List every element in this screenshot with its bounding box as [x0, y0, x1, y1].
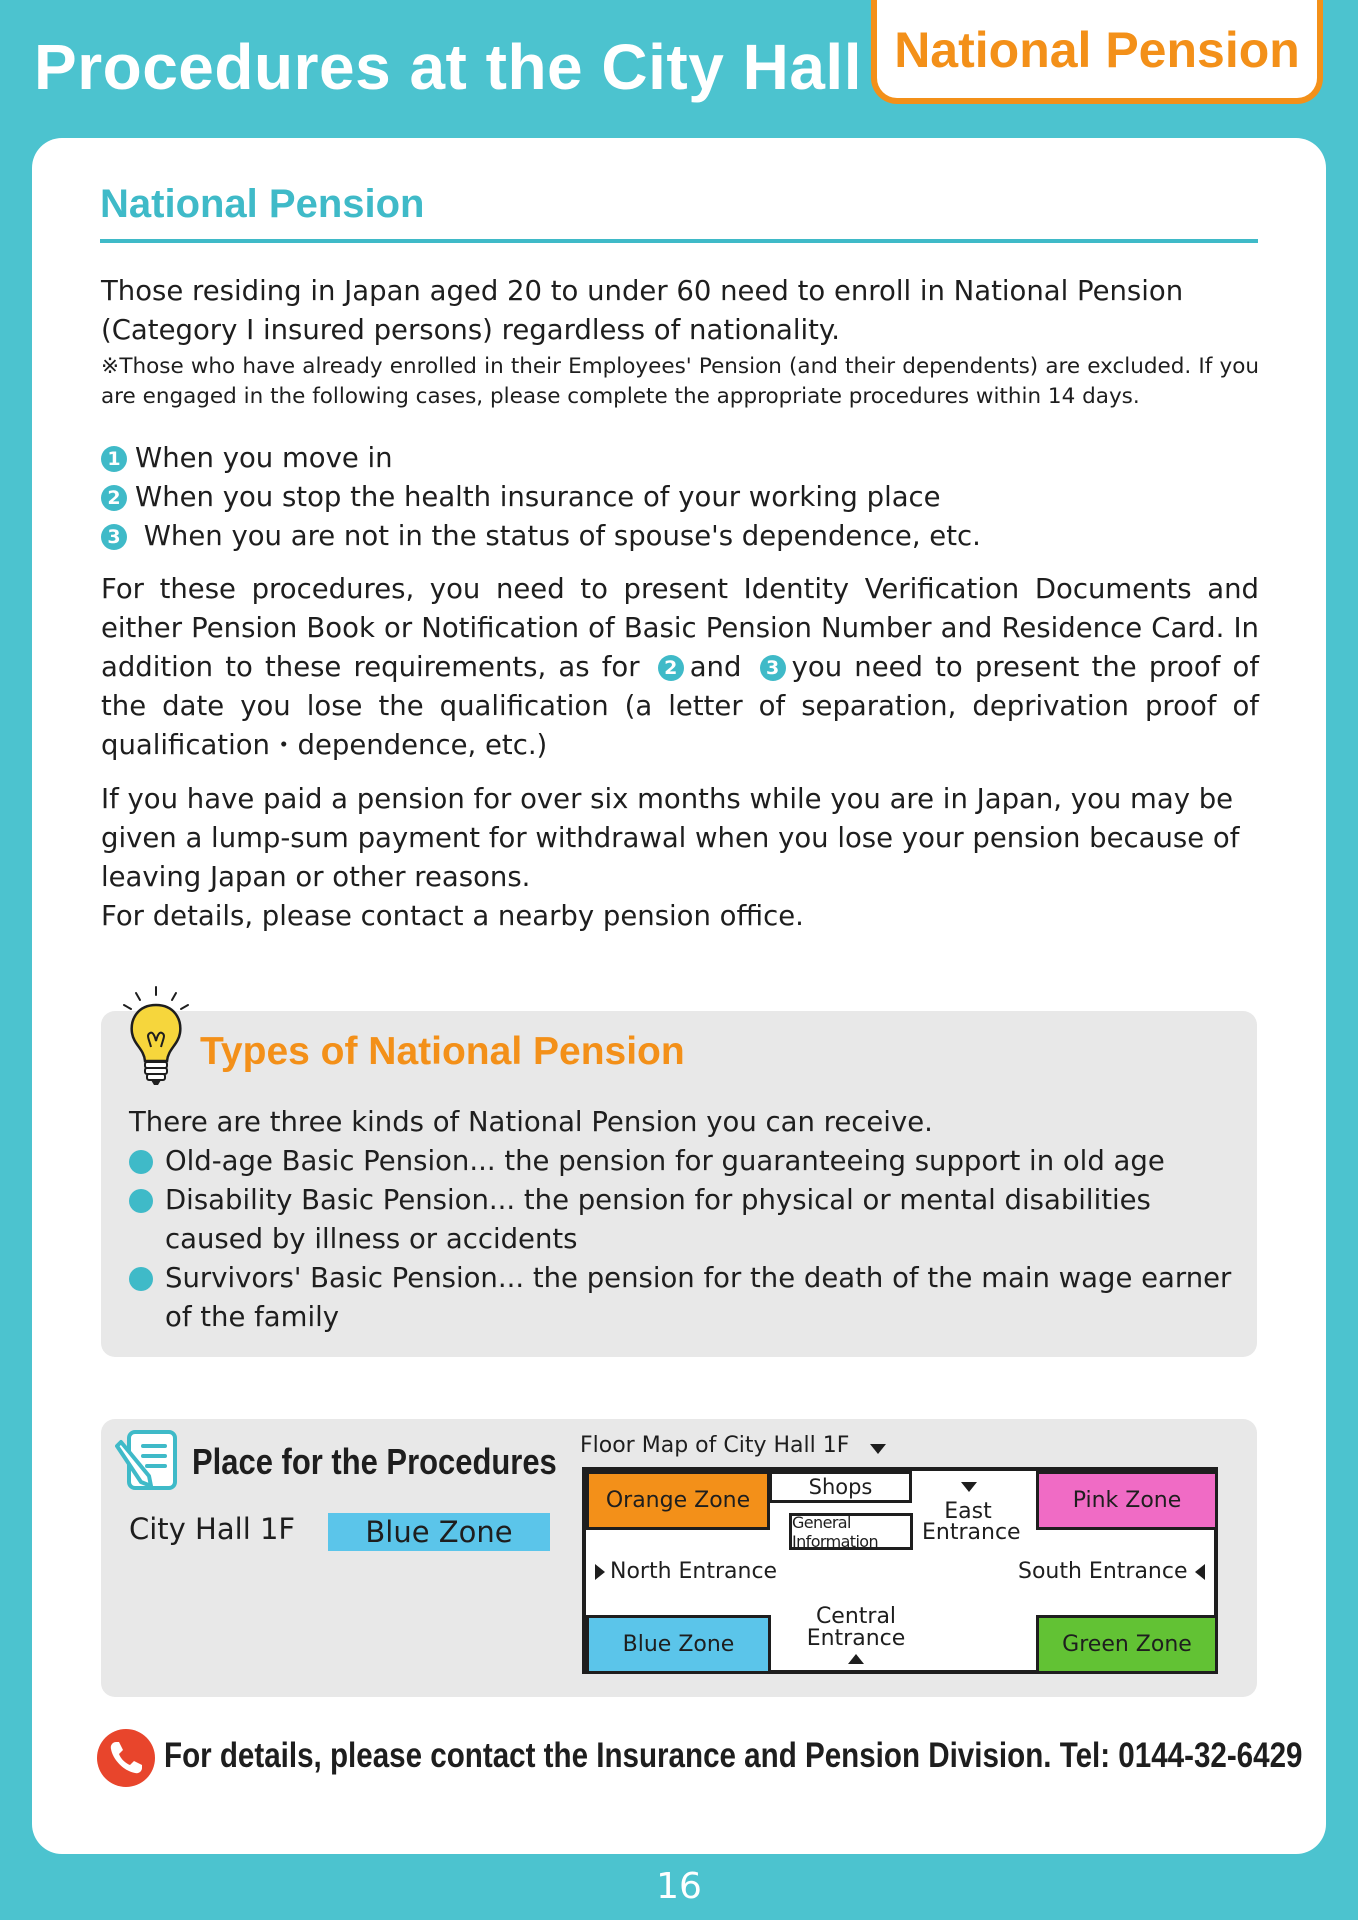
intro-line-1: Those residing in Japan aged 20 to under 60 need to enroll in National Pension — [101, 275, 1184, 307]
case-item — [101, 517, 1259, 556]
case-item — [101, 439, 1259, 478]
requirements-and: and — [689, 651, 742, 683]
details-line: For details, please contact a nearby pension office. — [101, 900, 804, 932]
intro-line-2: (Category I insured persons) regardless of nationality. — [101, 314, 841, 346]
lightbulb-icon — [118, 985, 194, 1089]
map-green-zone: Green Zone — [1036, 1615, 1218, 1674]
map-orange-zone: Orange Zone — [586, 1471, 770, 1530]
form-pencil-icon — [113, 1428, 181, 1494]
requirements-paragraph — [101, 570, 1259, 765]
case-text: When you move in — [135, 442, 393, 474]
list-item — [129, 1259, 1239, 1337]
place-heading: Place for the Procedures — [192, 1441, 557, 1482]
list-item-text: Old-age Basic Pension... the pension for guaranteeing support in old age — [165, 1145, 1165, 1177]
map-caption: Floor Map of City Hall 1F — [580, 1433, 850, 1458]
map-north-entrance: North Entrance — [610, 1559, 778, 1584]
place-floor: City Hall 1F — [129, 1512, 296, 1546]
map-shops: Shops — [769, 1471, 912, 1503]
exclusion-note: ※Those who have already enrolled in their Employees' Pension (and their dependents) are excluded. If you are engaged in the following cases, please complete the appropriate procedures within 14 days. — [101, 354, 1259, 409]
types-heading: Types of National Pension — [200, 1030, 685, 1073]
map-blue-zone: Blue Zone — [586, 1615, 771, 1674]
bullet-icon — [129, 1189, 153, 1213]
map-central-entrance-2: Entrance — [806, 1626, 906, 1651]
case-text: When you stop the health insurance of your working place — [135, 481, 941, 513]
phone-icon — [96, 1728, 156, 1788]
arrow-down-icon — [869, 1443, 887, 1455]
requirements-text-b: you need to present the proof of the date you lose the qualification (a letter of separation, deprivation proof of qualification・dependence, etc.) — [101, 651, 1259, 761]
bullet-icon — [129, 1150, 153, 1174]
map-central-entrance-1: Central — [815, 1604, 897, 1629]
section-heading: National Pension — [100, 182, 425, 226]
floor-map — [582, 1467, 1218, 1674]
page-title: Procedures at the City Hall — [34, 31, 862, 103]
list-item-text: Disability Basic Pension... the pension for physical or mental disabilities caused by illness or accidents — [165, 1184, 1151, 1255]
number-badge-icon: 2 — [101, 485, 127, 511]
list-item-text: Survivors' Basic Pension... the pension for the death of the main wage earner of the family — [165, 1262, 1232, 1333]
contact-line: For details, please contact the Insurance and Pension Division. Tel: 0144-32-6429 — [164, 1736, 1303, 1775]
place-zone-badge: Blue Zone — [328, 1513, 550, 1551]
number-badge-icon: 1 — [101, 446, 127, 472]
types-list — [129, 1142, 1239, 1337]
map-pink-zone: Pink Zone — [1036, 1471, 1218, 1530]
map-east-entrance-1: East — [944, 1499, 992, 1524]
number-badge-icon: 2 — [658, 655, 684, 681]
arrow-down-icon — [960, 1481, 978, 1493]
map-east-entrance-2: Entrance — [922, 1520, 1021, 1545]
arrow-right-icon — [594, 1563, 606, 1581]
section-tab-label: National Pension — [894, 22, 1300, 78]
bullet-icon — [129, 1267, 153, 1291]
section-tab — [871, 0, 1323, 104]
requirements-text-a: For these procedures, you need to present Identity Verification Documents and either Pension Book or Notification of Basic Pension Number and Residence Card. In addition to these requirements, as for — [101, 573, 1259, 683]
lump-sum-paragraph: If you have paid a pension for over six months while you are in Japan, you may be given a lump-sum payment for withdrawal when you lose your pension because of leaving Japan or other reasons. — [101, 783, 1240, 893]
number-badge-icon: 3 — [760, 655, 786, 681]
list-item — [129, 1142, 1239, 1181]
arrow-left-icon — [1194, 1563, 1206, 1581]
map-south-entrance: South Entrance — [1018, 1559, 1188, 1584]
case-item — [101, 478, 1259, 517]
arrow-up-icon — [847, 1653, 865, 1665]
section-divider — [100, 239, 1258, 243]
types-intro: There are three kinds of National Pension you can receive. — [129, 1106, 933, 1138]
map-general-information: General Information — [789, 1513, 913, 1550]
case-text: When you are not in the status of spouse's dependence, etc. — [135, 520, 981, 552]
list-item — [129, 1181, 1239, 1259]
number-badge-icon: 3 — [101, 524, 127, 550]
page-number: 16 — [656, 1866, 702, 1907]
